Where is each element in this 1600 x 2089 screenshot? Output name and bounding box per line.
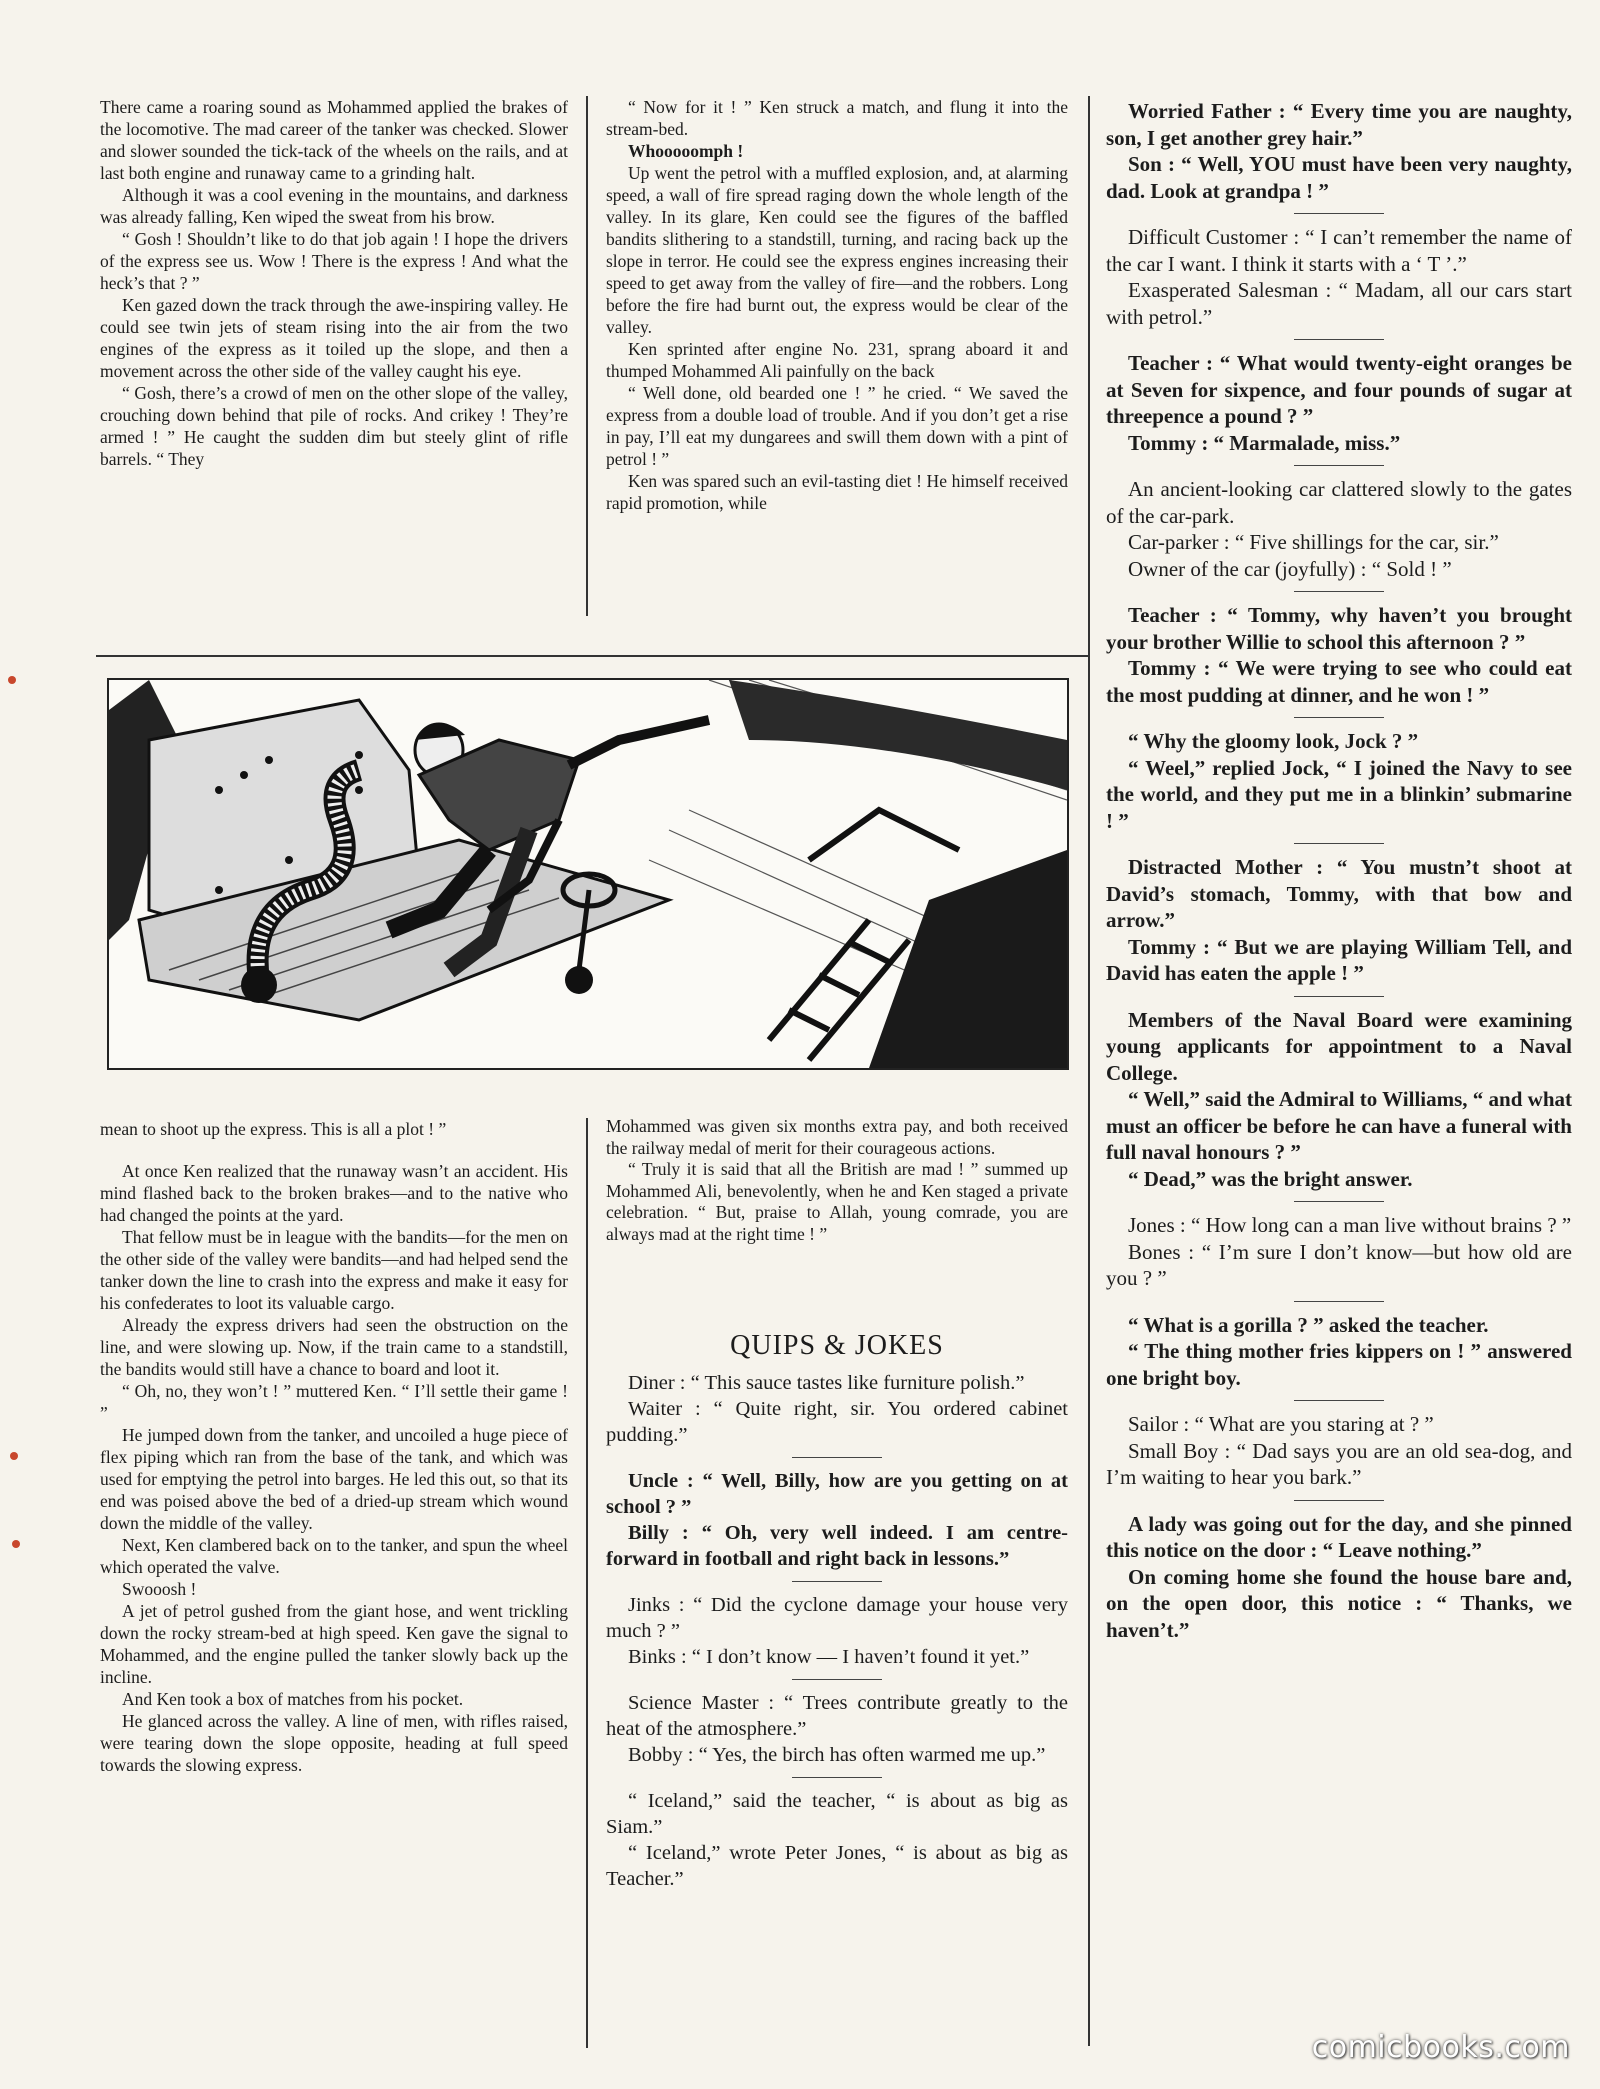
joke-separator xyxy=(1294,465,1384,466)
joke-item xyxy=(1106,350,1572,456)
story-paragraph: Whooooomph ! xyxy=(628,141,744,161)
joke-line: Bobby : “ Yes, the birch has often warmed me up.” xyxy=(628,1744,1046,1766)
joke-line: Small Boy : “ Dad says you are an old sea-dog, and I’m waiting to hear you bark.” xyxy=(1106,1438,1572,1489)
story-top-left xyxy=(100,96,568,470)
story-paragraph: Up went the petrol with a muffled explosion, and, at alarming speed, a wall of fire spread raging down the whole length of the valley. In its glare, Ken could see the figures of the baffled bandits slithering to a standstill, turning, and racing back up the slope in terror. He could see the express engines increasing their speed to get away from the valley of fire—and the robbers. Long before the fire had burnt out, the express would be clear of the valley. xyxy=(606,163,1068,337)
illustration-ken-on-tanker xyxy=(109,680,1067,1068)
joke-separator xyxy=(1294,591,1384,592)
story-paragraph: He glanced across the valley. A line of men, with rifles raised, were tearing down the slope opposite, heading at full speed towards the slowing express. xyxy=(100,1711,568,1775)
joke-line: Distracted Mother : “ You mustn’t shoot at David’s stomach, Tommy, with that bow and arrow.” xyxy=(1106,855,1572,932)
column-rule-left xyxy=(586,96,588,616)
story-bottom-right xyxy=(606,1116,1068,1245)
joke-line: An ancient-looking car clattered slowly to the gates of the car-park. xyxy=(1106,477,1572,528)
story-paragraph: Next, Ken clambered back on to the tanker, and spun the wheel which operated the valve. xyxy=(100,1535,568,1577)
joke-line: “ What is a gorilla ? ” asked the teacher. xyxy=(1128,1312,1489,1337)
joke-line: Tommy : “ But we are playing William Tell, and David has eaten the apple ! ” xyxy=(1106,934,1572,985)
margin-speck xyxy=(12,1540,20,1548)
joke-line: Teacher : “ Tommy, why haven’t you brought your brother Willie to school this afternoon ? ” xyxy=(1106,603,1572,654)
joke-item xyxy=(1106,1511,1572,1644)
story-paragraph: He jumped down from the tanker, and uncoiled a huge piece of flex piping which ran from the base of the tank, and which was used for emptying the petrol into barges. He led this out, so that its end was poised above the bed of a dried-up stream which wound down the middle of the valley. xyxy=(100,1425,568,1533)
story-paragraph: And Ken took a box of matches from his pocket. xyxy=(122,1689,464,1709)
joke-item xyxy=(1106,1312,1572,1392)
story-paragraph: “ Truly it is said that all the British are mad ! ” summed up Mohammed Ali, benevolently, when he and Ken staged a private celebration. “ But, praise to Allah, young comrade, you are always mad at the right time ! ” xyxy=(606,1159,1068,1244)
story-illustration xyxy=(107,678,1069,1070)
joke-line: Jones : “ How long can a man live without brains ? ” xyxy=(1128,1213,1572,1237)
section-rule xyxy=(96,655,1088,657)
joke-line: Teacher : “ What would twenty-eight oranges be at Seven for sixpence, and four pounds of sugar at threepence a pound ? ” xyxy=(1106,351,1572,428)
joke-line: Waiter : “ Quite right, sir. You ordered cabinet pudding.” xyxy=(606,1398,1068,1446)
joke-separator xyxy=(1294,843,1384,844)
joke-line: Members of the Naval Board were examining young applicants for appointment to a Naval College. xyxy=(1106,1007,1572,1085)
joke-item xyxy=(1106,728,1572,834)
joke-item xyxy=(1106,602,1572,708)
story-paragraph: “ Now for it ! ” Ken struck a match, and flung it into the stream-bed. xyxy=(606,97,1068,139)
joke-separator xyxy=(1294,1500,1384,1501)
joke-separator xyxy=(792,1777,882,1778)
joke-line: “ Why the gloomy look, Jock ? ” xyxy=(1128,729,1419,753)
joke-line: “ Dead,” was the bright answer. xyxy=(1128,1166,1413,1191)
joke-line: On coming home she found the house bare and, on the open door, this notice : “ Thanks, we haven’t.” xyxy=(1106,1564,1572,1642)
joke-line: Son : “ Well, YOU must have been very naughty, dad. Look at grandpa ! ” xyxy=(1106,152,1572,203)
joke-line: Difficult Customer : “ I can’t remember the name of the car I want. I think it starts with a ‘ T ’.” xyxy=(1106,225,1572,276)
story-paragraph: mean to shoot up the express. This is all a plot ! ” xyxy=(100,1119,447,1139)
joke-line: “ The thing mother fries kippers on ! ” answered one bright boy. xyxy=(1106,1339,1572,1390)
joke-item xyxy=(1106,854,1572,987)
story-paragraph: Although it was a cool evening in the mountains, and darkness was already falling, Ken wiped the sweat from his brow. xyxy=(100,185,568,227)
watermark: comicbooks.com xyxy=(1311,2030,1570,2065)
margin-speck xyxy=(8,676,16,684)
margin-speck xyxy=(10,1452,18,1460)
joke-line: A lady was going out for the day, and she pinned this notice on the door : “ Leave nothing.” xyxy=(1106,1511,1572,1562)
joke-line: Science Master : “ Trees contribute greatly to the heat of the atmosphere.” xyxy=(606,1692,1068,1740)
quips-heading: QUIPS & JOKES xyxy=(730,1330,944,1361)
story-paragraph: “ Gosh, there’s a crowd of men on the other slope of the valley, crouching down behind that pile of rocks. And crikey ! They’re armed ! ” He caught the sudden dim but steely glint of rifle barrels. “ They xyxy=(100,383,568,469)
story-paragraph: “ Oh, no, they won’t ! ” muttered Ken. “ I’ll settle their game ! ” xyxy=(100,1381,568,1423)
story-top-right xyxy=(606,96,1068,514)
joke-item xyxy=(606,1468,1068,1572)
joke-separator xyxy=(1294,213,1384,214)
story-paragraph: Ken gazed down the track through the awe-inspiring valley. He could see twin jets of steam rising into the air from the two engines of the express as it toiled up the slope, and then a movement across the other side of the valley caught his eye. xyxy=(100,295,568,381)
joke-separator xyxy=(792,1581,882,1582)
joke-item xyxy=(1106,1411,1572,1491)
joke-item xyxy=(606,1370,1068,1448)
quips-middle-column xyxy=(606,1370,1068,1892)
joke-separator xyxy=(1294,1400,1384,1401)
story-paragraph: “ Gosh ! Shouldn’t like to do that job again ! I hope the drivers of the express see us. Wow ! There is the express ! And what the heck’s that ? ” xyxy=(100,229,568,293)
joke-separator xyxy=(1294,996,1384,997)
story-paragraph: Already the express drivers had seen the obstruction on the line, and were slowing up. Now, if the train came to a standstill, the bandits would still have a chance to board and loot it. xyxy=(100,1315,568,1379)
story-bottom-left xyxy=(100,1118,568,1776)
joke-item xyxy=(1106,476,1572,582)
story-paragraph: At once Ken realized that the runaway wasn’t an accident. His mind flashed back to the broken brakes—and to the native who had changed the points at the yard. xyxy=(100,1161,568,1225)
joke-line: Binks : “ I don’t know — I haven’t found it yet.” xyxy=(628,1646,1030,1668)
story-paragraph: Ken was spared such an evil-tasting diet ! He himself received rapid promotion, while xyxy=(606,471,1068,513)
joke-line: Uncle : “ Well, Billy, how are you getting on at school ? ” xyxy=(606,1470,1068,1518)
story-paragraph: Ken sprinted after engine No. 231, sprang aboard it and thumped Mohammed Ali painfully on the back xyxy=(606,339,1068,381)
joke-item xyxy=(1106,1007,1572,1193)
joke-separator xyxy=(1294,1201,1384,1202)
joke-line: Exasperated Salesman : “ Madam, all our cars start with petrol.” xyxy=(1106,278,1572,329)
joke-item xyxy=(1106,1212,1572,1292)
joke-item xyxy=(1106,224,1572,330)
joke-line: “ Iceland,” said the teacher, “ is about as big as Siam.” xyxy=(606,1790,1068,1838)
story-paragraph: There came a roaring sound as Mohammed applied the brakes of the locomotive. The mad career of the tanker was checked. Slower and slower sounded the tick-tack of the wheels on the rails, and at last both engine and runaway came to a grinding halt. xyxy=(100,97,568,183)
joke-line: Sailor : “ What are you staring at ? ” xyxy=(1128,1412,1434,1436)
joke-line: Worried Father : “ Every time you are naughty, son, I get another grey hair.” xyxy=(1106,99,1572,150)
story-paragraph: “ Well done, old bearded one ! ” he cried. “ We saved the express from a double load of trouble. And if you don’t get a rise in pay, I’ll eat my dungarees and swill them down with a pint of petrol ! ” xyxy=(606,383,1068,469)
joke-separator xyxy=(1294,1301,1384,1302)
column-rule-left-bottom xyxy=(586,1118,588,2048)
joke-line: Diner : “ This sauce tastes like furniture polish.” xyxy=(628,1372,1025,1394)
joke-line: Billy : “ Oh, very well indeed. I am centre-forward in football and right back in lessons.” xyxy=(606,1522,1068,1570)
joke-separator xyxy=(1294,339,1384,340)
joke-separator xyxy=(792,1457,882,1458)
joke-separator xyxy=(792,1679,882,1680)
joke-line: Tommy : “ We were trying to see who could eat the most pudding at dinner, and he won ! ” xyxy=(1106,656,1572,707)
joke-line: Owner of the car (joyfully) : “ Sold ! ” xyxy=(1128,556,1452,581)
story-paragraph: A jet of petrol gushed from the giant hose, and went trickling down the rocky stream-bed at high speed. Ken gave the signal to Mohammed, and the engine pulled the tanker slowly back up the incline. xyxy=(100,1601,568,1687)
joke-item xyxy=(606,1592,1068,1670)
joke-line: Bones : “ I’m sure I don’t know—but how old are you ? ” xyxy=(1106,1239,1572,1290)
joke-line: “ Well,” said the Admiral to Williams, “ and what must an officer be before he can have a funeral with full naval honours ? ” xyxy=(1106,1087,1572,1164)
joke-line: “ Iceland,” wrote Peter Jones, “ is about as big as Teacher.” xyxy=(606,1842,1068,1890)
quips-right-column xyxy=(1106,98,1572,1643)
joke-item xyxy=(1106,98,1572,204)
joke-separator xyxy=(1294,717,1384,718)
joke-line: Jinks : “ Did the cyclone damage your house very much ? ” xyxy=(606,1594,1068,1642)
joke-line: Tommy : “ Marmalade, miss.” xyxy=(1128,430,1401,455)
column-rule-right xyxy=(1088,96,1090,2046)
joke-item xyxy=(606,1788,1068,1892)
joke-line: “ Weel,” replied Jock, “ I joined the Navy to see the world, and they put me in a blinkin’ submarine ! ” xyxy=(1106,755,1572,833)
story-paragraph: Mohammed was given six months extra pay, and both received the railway medal of merit for their courageous actions. xyxy=(606,1116,1068,1158)
joke-line: Car-parker : “ Five shillings for the car, sir.” xyxy=(1128,530,1499,554)
story-paragraph: Swooosh ! xyxy=(122,1579,197,1599)
story-paragraph: That fellow must be in league with the bandits—for the men on the other side of the valley were bandits—and had helped send the tanker down the line to crash into the express and make it easy for his confederates to loot its valuable cargo. xyxy=(100,1227,568,1313)
joke-item xyxy=(606,1690,1068,1768)
